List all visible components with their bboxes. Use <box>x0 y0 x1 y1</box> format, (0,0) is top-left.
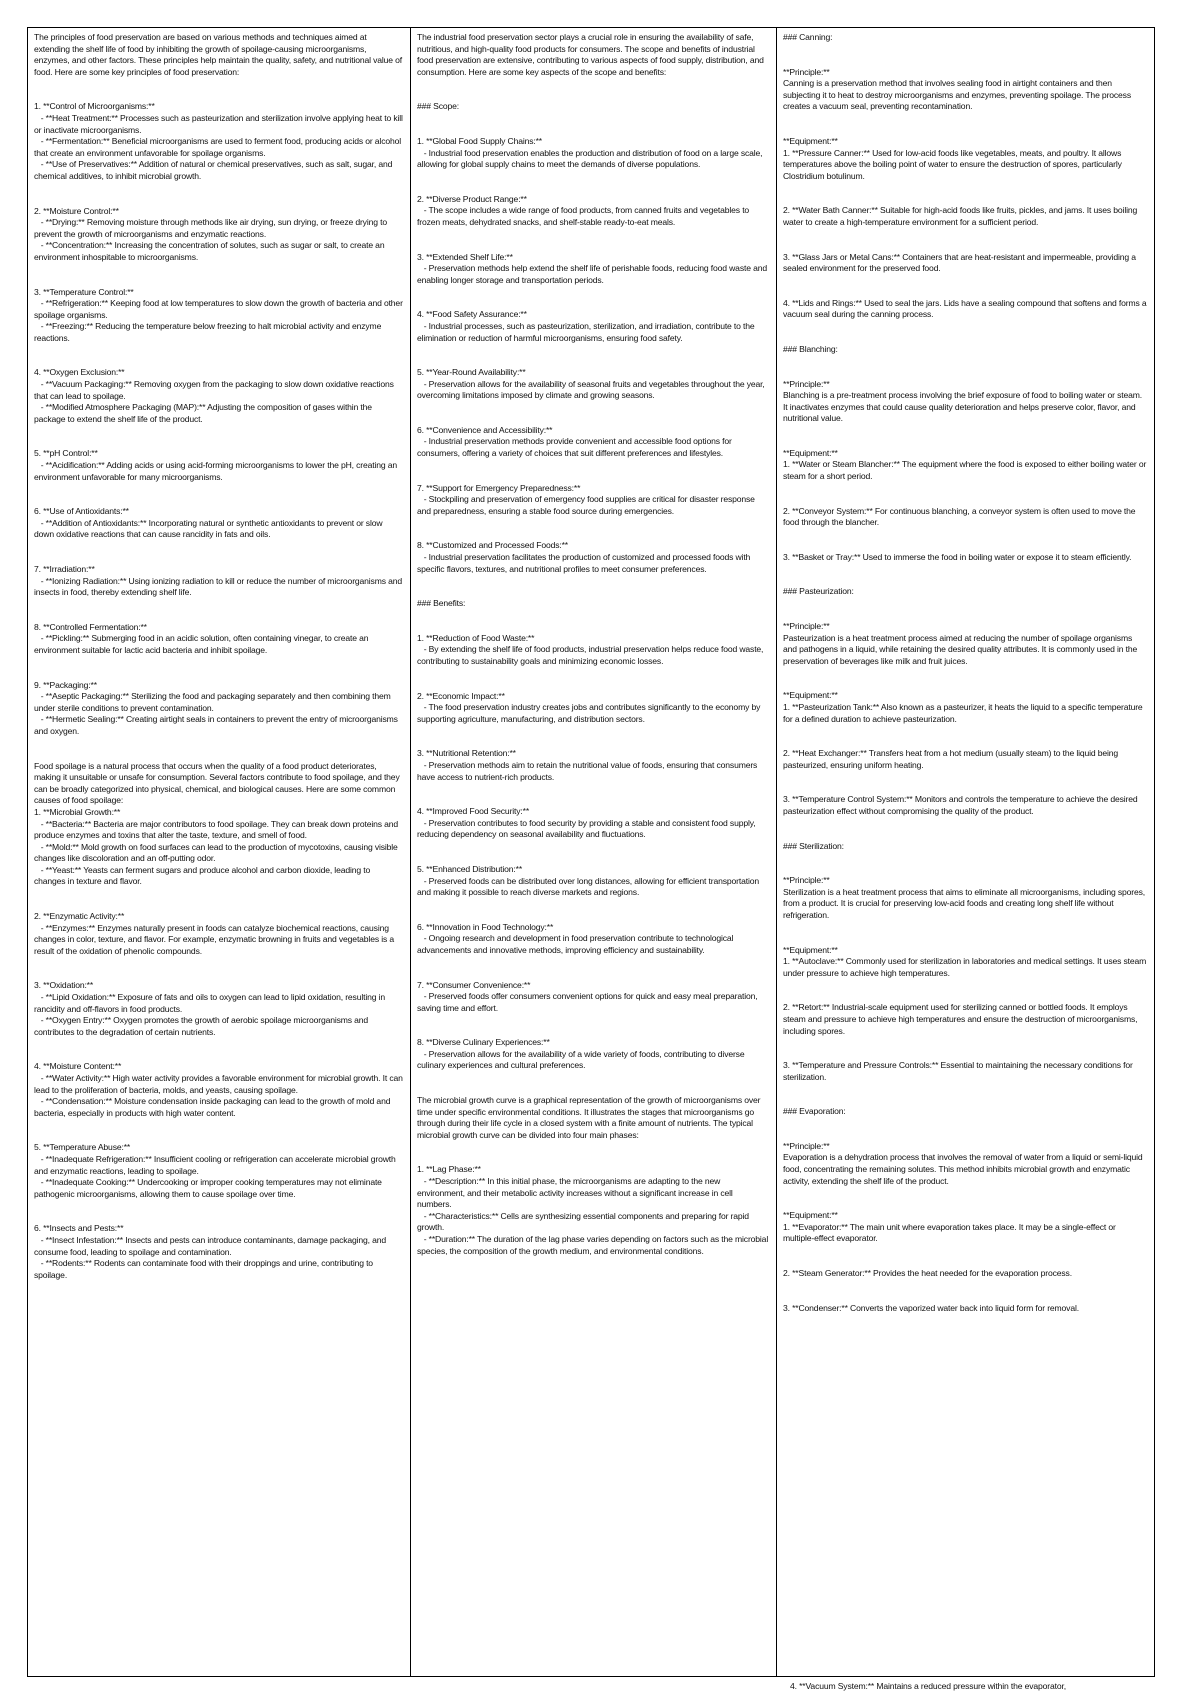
text-paragraph: 3. **Temperature Control:** - **Refrigeration:** Keeping food at low temperatures to slow down the growth of bacteria and other spoilage organisms. - **Freezing:** Reducing the temperature below freezing to halt microbial activity and enzyme reactions. <box>34 286 403 343</box>
paragraph-spacer <box>783 818 1147 841</box>
paragraph-spacer <box>783 1187 1147 1210</box>
paragraph-spacer <box>34 657 403 680</box>
text-column-middle <box>410 28 776 1676</box>
paragraph-spacer <box>783 529 1147 552</box>
paragraph-spacer <box>783 1083 1147 1106</box>
paragraph-spacer <box>783 356 1147 379</box>
text-paragraph: 4. **Moisture Content:** - **Water Activity:** High water activity provides a favorable environment for microbial growth. It can lead to the proliferation of bacteria, molds, and yeasts, causing spoilage. - **Condensation:** Moisture condensation inside packaging can lead to the growth of mold and bacteria, especially in products with high water content. <box>34 1061 403 1118</box>
text-paragraph: 3. **Oxidation:** - **Lipid Oxidation:** Exposure of fats and oils to oxygen can lead to lipid oxidation, resulting in rancidity and off-flavors in food products. - **Oxygen Entry:** Oxygen promotes the growth of aerobic spoilage microorganisms and contributes to the degradation of certain nutrients. <box>34 980 385 1037</box>
paragraph-spacer <box>34 541 403 564</box>
text-paragraph: **Equipment:** 1. **Evaporator:** The main unit where evaporation takes place. It may be a single-effect or multiple-effect evaporator. <box>783 1210 1116 1244</box>
section-heading: ### Sterilization: <box>783 840 844 851</box>
paragraph-spacer <box>417 460 769 483</box>
section-heading: ### Scope: <box>417 101 459 112</box>
text-paragraph: 8. **Customized and Processed Foods:** - Industrial preservation facilitates the production of customized and processed foods with specific flavors, textures, and nutritional profiles to meet consumer preferences. <box>417 540 751 574</box>
text-paragraph: **Equipment:** 1. **Pasteurization Tank:** Also known as a pasteurizer, it heats the liquid to a specific temperature for a defined duration to achieve pasteurization. <box>783 690 1143 724</box>
paragraph-spacer <box>417 229 769 252</box>
paragraph-spacer <box>417 402 769 425</box>
overflow-text-line: 4. **Vacuum System:** Maintains a reduced pressure within the evaporator, <box>790 1681 1066 1691</box>
section-heading: ### Evaporation: <box>783 1106 846 1117</box>
paragraph-spacer <box>34 78 403 101</box>
paragraph-spacer <box>783 598 1147 621</box>
text-paragraph: 3. **Basket or Tray:** Used to immerse the food in boiling water or expose it to steam efficiently. <box>783 551 1132 562</box>
paragraph-spacer <box>783 852 1147 875</box>
text-paragraph: 2. **Heat Exchanger:** Transfers heat from a hot medium (usually steam) to the liquid being pasteurized, ensuring uniform heating. <box>783 748 1121 770</box>
text-paragraph: **Principle:** Pasteurization is a heat treatment process aimed at reducing the number of spoilage organisms and pathogens in a liquid, while retaining the desired quality attributes. It is commonly used in the preservation of beverages like milk and fruit juices. <box>783 621 1138 666</box>
paragraph-spacer <box>34 1119 403 1142</box>
text-paragraph: 8. **Controlled Fermentation:** - **Pickling:** Submerging food in an acidic solution, often containing vinegar, to create an environment suitable for lactic acid bacteria and inhibit spoilage. <box>34 621 369 655</box>
paragraph-spacer <box>417 841 769 864</box>
paragraph-spacer <box>783 1037 1147 1060</box>
paragraph-spacer <box>417 957 769 980</box>
text-paragraph: 2. **Enzymatic Activity:** - **Enzymes:** Enzymes naturally present in foods can catalyze biochemical reactions, causing changes in color, texture, and flavor. For example, enzymatic browning in fruits and vegetables is a result of the oxidation of phenolic compounds. <box>34 911 394 956</box>
text-paragraph: 1. **Lag Phase:** - **Description:** In this initial phase, the microorganisms are adapting to the new environment, and their metabolic activity increases without a significant increase in cell numbers. - **Characteristics:** Cells are synthesizing essential components and preparing for rapid growth. - **Duration:** The duration of the lag phase varies depending on factors such as the microbial species, the composition of the growth medium, and environmental conditions. <box>417 1164 769 1256</box>
paragraph-spacer <box>417 78 769 101</box>
paragraph-spacer <box>34 599 403 622</box>
paragraph-spacer <box>783 979 1147 1002</box>
text-paragraph: 4. **Lids and Rings:** Used to seal the jars. Lids have a sealing compound that softens and forms a vacuum seal during the canning process. <box>783 297 1149 320</box>
text-paragraph: 2. **Economic Impact:** - The food preservation industry creates jobs and contributes significantly to the economy by supporting agriculture, manufacturing, and distribution sectors. <box>417 690 761 724</box>
paragraph-spacer <box>417 668 769 691</box>
paragraph-spacer <box>417 113 769 136</box>
section-heading: ### Benefits: <box>417 598 466 609</box>
text-paragraph: 7. **Irradiation:** - **Ionizing Radiation:** Using ionizing radiation to kill or reduce the number of microorganisms and insects in food, thereby extending shelf life. <box>34 564 402 598</box>
text-paragraph: 3. **Temperature Control System:** Monitors and controls the temperature to achieve the desired pasteurization effect without compromising the quality of the product. <box>783 794 1140 816</box>
text-paragraph: 5. **Temperature Abuse:** - **Inadequate Refrigeration:** Insufficient cooling or refrigeration can accelerate microbial growth and enzymatic reactions, leading to spoilage. - **Inadequate Cooking:** Undercooking or improper cooking temperatures may not eliminate pathogenic microorganisms, allowing them to cause spoilage over time. <box>34 1142 396 1199</box>
paragraph-spacer <box>783 182 1147 205</box>
paragraph-spacer <box>34 183 403 206</box>
paragraph-spacer <box>783 725 1147 748</box>
text-paragraph: 7. **Consumer Convenience:** - Preserved foods offer consumers convenient options for quick and easy meal preparation, saving time and effort. <box>417 979 758 1013</box>
paragraph-spacer <box>34 1038 403 1061</box>
section-heading: ### Pasteurization: <box>783 586 854 597</box>
paragraph-spacer <box>34 344 403 367</box>
text-paragraph: 1. **Global Food Supply Chains:** - Industrial food preservation enables the production and distribution of food on a large scale, allowing for global supply chains to meet the demands of diverse populations. <box>417 135 763 170</box>
paragraph-spacer <box>34 957 403 980</box>
text-paragraph: The microbial growth curve is a graphical representation of the growth of microorganisms over time under specific environmental conditions. It illustrates the stages that microorganisms go through during their life cycle in a closed system with a finite amount of nutrients. The typical microbial growth curve can be divided into four main phases: <box>417 1095 763 1140</box>
paragraph-spacer <box>783 113 1147 136</box>
paragraph-spacer <box>783 1118 1147 1141</box>
paragraph-spacer <box>783 483 1147 506</box>
text-paragraph: **Equipment:** 1. **Water or Steam Blancher:** The equipment where the food is exposed to either boiling water or steam for a short period. <box>783 447 1147 482</box>
text-paragraph: 3. **Nutritional Retention:** - Preservation methods aim to retain the nutritional value of foods, ensuring that consumers have access to nutrient-rich products. <box>417 748 758 782</box>
text-paragraph: **Equipment:** 1. **Pressure Canner:** Used for low-acid foods like vegetables, meats, and poultry. It allows temperatures above the boiling point of water to ensure the destruction of spores, particularly Clostridium botulinum. <box>783 135 1122 181</box>
paragraph-spacer <box>417 517 769 540</box>
paragraph-spacer <box>783 275 1147 298</box>
paragraph-spacer <box>417 344 769 367</box>
paragraph-spacer <box>34 738 403 761</box>
section-heading: ### Canning: <box>783 32 833 42</box>
paragraph-spacer <box>417 610 769 633</box>
text-paragraph: 2. **Retort:** Industrial-scale equipment used for sterilizing canned or bottled foods. It employs steam and pressure to achieve high temperatures and ensure the destruction of microorganisms, including spores. <box>783 1002 1140 1036</box>
paragraph-spacer <box>34 888 403 911</box>
paragraph-spacer <box>417 725 769 748</box>
paragraph-spacer <box>417 575 769 598</box>
text-paragraph: 2. **Moisture Control:** - **Drying:** Removing moisture through methods like air drying, sun drying, or freeze drying to prevent the growth of microorganisms and enzymatic reactions. - **Concentration:** Increasing the concentration of solutes, such as sugar or salt, to create an environment inhospitable to microorganisms. <box>34 205 387 262</box>
text-paragraph: 6. **Use of Antioxidants:** - **Addition of Antioxidants:** Incorporating natural or synthetic antioxidants to prevent or slow down oxidative reactions that can cause rancidity in fats and oils. <box>34 506 383 540</box>
paragraph-spacer <box>783 44 1147 67</box>
section-heading: ### Blanching: <box>783 343 838 354</box>
text-paragraph: 4. **Improved Food Security:** - Preservation contributes to food security by providing a stable and consistent food supply, reducing dependency on seasonal availability and fluctuations. <box>417 806 756 840</box>
paragraph-spacer <box>783 922 1147 945</box>
paragraph-spacer <box>34 425 403 448</box>
paragraph-spacer <box>34 264 403 287</box>
paragraph-spacer <box>34 1200 403 1223</box>
text-paragraph: 3. **Extended Shelf Life:** - Preservation methods help extend the shelf life of perishable foods, reducing food waste and enabling longer storage and transportation periods. <box>417 251 767 285</box>
paragraph-spacer <box>783 1245 1147 1268</box>
text-paragraph: 2. **Steam Generator:** Provides the heat needed for the evaporation process. <box>783 1268 1072 1279</box>
text-paragraph: 2. **Diverse Product Range:** - The scope includes a wide range of food products, from canned fruits and vegetables to frozen meats, dehydrated snacks, and shelf-stable ready-to-eat meals. <box>417 193 750 227</box>
text-paragraph: 5. **Year-Round Availability:** - Preservation allows for the availability of seasonal fruits and vegetables throughout the year, overcoming limitations imposed by climate and growing seasons. <box>417 367 765 401</box>
paragraph-spacer <box>783 425 1147 448</box>
text-paragraph: 2. **Conveyor System:** For continuous blanching, a conveyor system is often used to move the food through the blancher. <box>783 505 1138 528</box>
paragraph-spacer <box>417 899 769 922</box>
document-sheet <box>27 27 1155 1677</box>
paragraph-spacer <box>417 1072 769 1095</box>
text-paragraph: 6. **Convenience and Accessibility:** - Industrial preservation methods provide convenient and accessible food options for consumers, offering a variety of choices that suit different preferences and lifestyles. <box>417 424 732 459</box>
paragraph-spacer <box>34 483 403 506</box>
text-paragraph: **Principle:** Evaporation is a dehydration process that involves the removal of water from a liquid or semi-liquid food, concentrating the remaining solutes. This method inhibits microbial growth and enzymatic activity, extending the shelf life of the product. <box>783 1140 1143 1186</box>
text-paragraph: **Principle:** Sterilization is a heat treatment process that aims to eliminate all microorganisms, including spores, from a product. It is crucial for preserving low-acid foods and creating long shelf life without refrigeration. <box>783 875 1146 920</box>
text-paragraph: 3. **Condenser:** Converts the vaporized water back into liquid form for removal. <box>783 1302 1079 1313</box>
text-paragraph: 4. **Oxygen Exclusion:** - **Vacuum Packaging:** Removing oxygen from the packaging to slow down oxidative reactions that can lead to spoilage. - **Modified Atmosphere Packaging (MAP):** Adjusting the composition of gases within the package to extend the shelf life of the product. <box>34 367 394 424</box>
text-paragraph: **Principle:** Blanching is a pre-treatment process involving the brief exposure of food to boiling water or steam. It inactivates enzymes that could cause quality deterioration and helps preserve color, flavor, and nutritional value. <box>783 378 1143 424</box>
paragraph-spacer <box>417 286 769 309</box>
text-paragraph: 1. **Reduction of Food Waste:** - By extending the shelf life of food products, industrial preservation helps reduce food waste, contributing to sustainability goals and minimizing economic losses. <box>417 632 764 666</box>
text-paragraph: Food spoilage is a natural process that occurs when the quality of a food product deteriorates, making it unsuitable or unsafe for consumption. Several factors contribute to food spoilage, and they can be broadly categorized into physical, chemical, and biological causes. Here are some common causes of food spoilage: 1. **Microbial Growth:** - **Bacteria:** Bacteria are major contributors to food spoilage. They can break down proteins and produce enzymes and toxins that alter the taste, texture, and smell of food. - **Mold:** Mold growth on food surfaces can lead to the production of mycotoxins, causing visible changes like discoloration and an off-putting odor. - **Yeast:** Yeasts can ferment sugars and produce alcohol and carbon dioxide, leading to changes in texture and flavor. <box>34 760 400 887</box>
text-paragraph: 2. **Water Bath Canner:** Suitable for high-acid foods like fruits, pickles, and jams. It uses boiling water to create a high-temperature environment for a sufficient period. <box>783 205 1140 227</box>
text-paragraph: 5. **Enhanced Distribution:** - Preserved foods can be distributed over long distances, allowing for efficient transportation and making it possible to reach diverse markets and regions. <box>417 863 759 898</box>
text-paragraph: **Equipment:** 1. **Autoclave:** Commonly used for sterilization in laboratories and medical settings. It uses steam under pressure to achieve high temperatures. <box>783 944 1147 978</box>
text-paragraph: **Principle:** Canning is a preservation method that involves sealing food in airtight containers and then subjecting it to heat to destroy microorganisms and enzymes, preventing spoilage. The process creates a vacuum seal, preventing recontamination. <box>783 66 1131 112</box>
paragraph-spacer <box>783 1280 1147 1303</box>
paragraph-spacer <box>783 563 1147 586</box>
text-paragraph: The industrial food preservation sector plays a crucial role in ensuring the availability of safe, nutritious, and high-quality food products for consumers. The scope and benefits of industrial food preservation are extensive, contributing to various aspects of food supply, distribution, and consumption. Here are some key aspects of the scope and benefits: <box>417 32 767 77</box>
text-paragraph: 1. **Control of Microorganisms:** - **Heat Treatment:** Processes such as pasteurization and sterilization involve applying heat to kill or inactivate microorganisms. - **Fermentation:** Beneficial microorganisms are used to ferment food, producing acids or alcohol that create an environment unfavorable for spoilage organisms. - **Use of Preservatives:** Addition of natural or chemical preservatives, such as salt, sugar, and chemical additives, to inhibit microbial growth. <box>34 101 403 181</box>
text-paragraph: 7. **Support for Emergency Preparedness:** - Stockpiling and preservation of emergency food supplies are critical for disaster response and preparedness, ensuring a stable food source during emergencies. <box>417 482 755 516</box>
text-paragraph: 3. **Glass Jars or Metal Cans:** Containers that are heat-resistant and impermeable, providing a sealed environment for the preserved food. <box>783 251 1139 274</box>
text-paragraph: 9. **Packaging:** - **Aseptic Packaging:** Sterilizing the food and packaging separately and then combining them under sterile conditions to prevent contamination. - **Hermetic Sealing:** Creating airtight seals in containers to prevent the entry of microorganisms and oxygen. <box>34 679 398 736</box>
text-column-left <box>28 28 410 1676</box>
text-paragraph: 4. **Food Safety Assurance:** - Industrial processes, such as pasteurization, sterilization, and irradiation, contribute to the elimination or reduction of harmful microorganisms, ensuring food safety. <box>417 309 755 343</box>
paragraph-spacer <box>783 229 1147 252</box>
paragraph-spacer <box>783 667 1147 690</box>
paragraph-spacer <box>417 1014 769 1037</box>
text-paragraph: The principles of food preservation are based on various methods and techniques aimed at extending the shelf life of food by inhibiting the growth of spoilage-causing microorganisms, enzymes, and other factors. These principles help maintain the quality, safety, and nutritional value of food. Here are some key principles of food preservation: <box>34 32 405 77</box>
text-paragraph: 5. **pH Control:** - **Acidification:** Adding acids or using acid-forming microorganisms to lower the pH, creating an environment unfavorable for many microorganisms. <box>34 448 398 482</box>
text-paragraph: 6. **Insects and Pests:** - **Insect Infestation:** Insects and pests can introduce contaminants, damage packaging, and consume food, leading to spoilage and contamination. - **Rodents:** Rodents can contaminate food with their droppings and urine, contributing to spoilage. <box>34 1223 387 1280</box>
paragraph-spacer <box>417 171 769 194</box>
paragraph-spacer <box>417 783 769 806</box>
paragraph-spacer <box>783 321 1147 344</box>
text-paragraph: 8. **Diverse Culinary Experiences:** - Preservation allows for the availability of a wide variety of foods, contributing to diverse culinary experiences and cultural preferences. <box>417 1037 745 1071</box>
text-paragraph: 6. **Innovation in Food Technology:** - Ongoing research and development in food preservation contribute to technological advancements and innovative methods, improving efficiency and sustainability. <box>417 921 734 955</box>
text-column-right <box>776 28 1154 1676</box>
text-paragraph: 3. **Temperature and Pressure Controls:** Essential to maintaining the necessary conditions for sterilization. <box>783 1060 1135 1082</box>
paragraph-spacer <box>783 771 1147 794</box>
paragraph-spacer <box>417 1141 769 1164</box>
